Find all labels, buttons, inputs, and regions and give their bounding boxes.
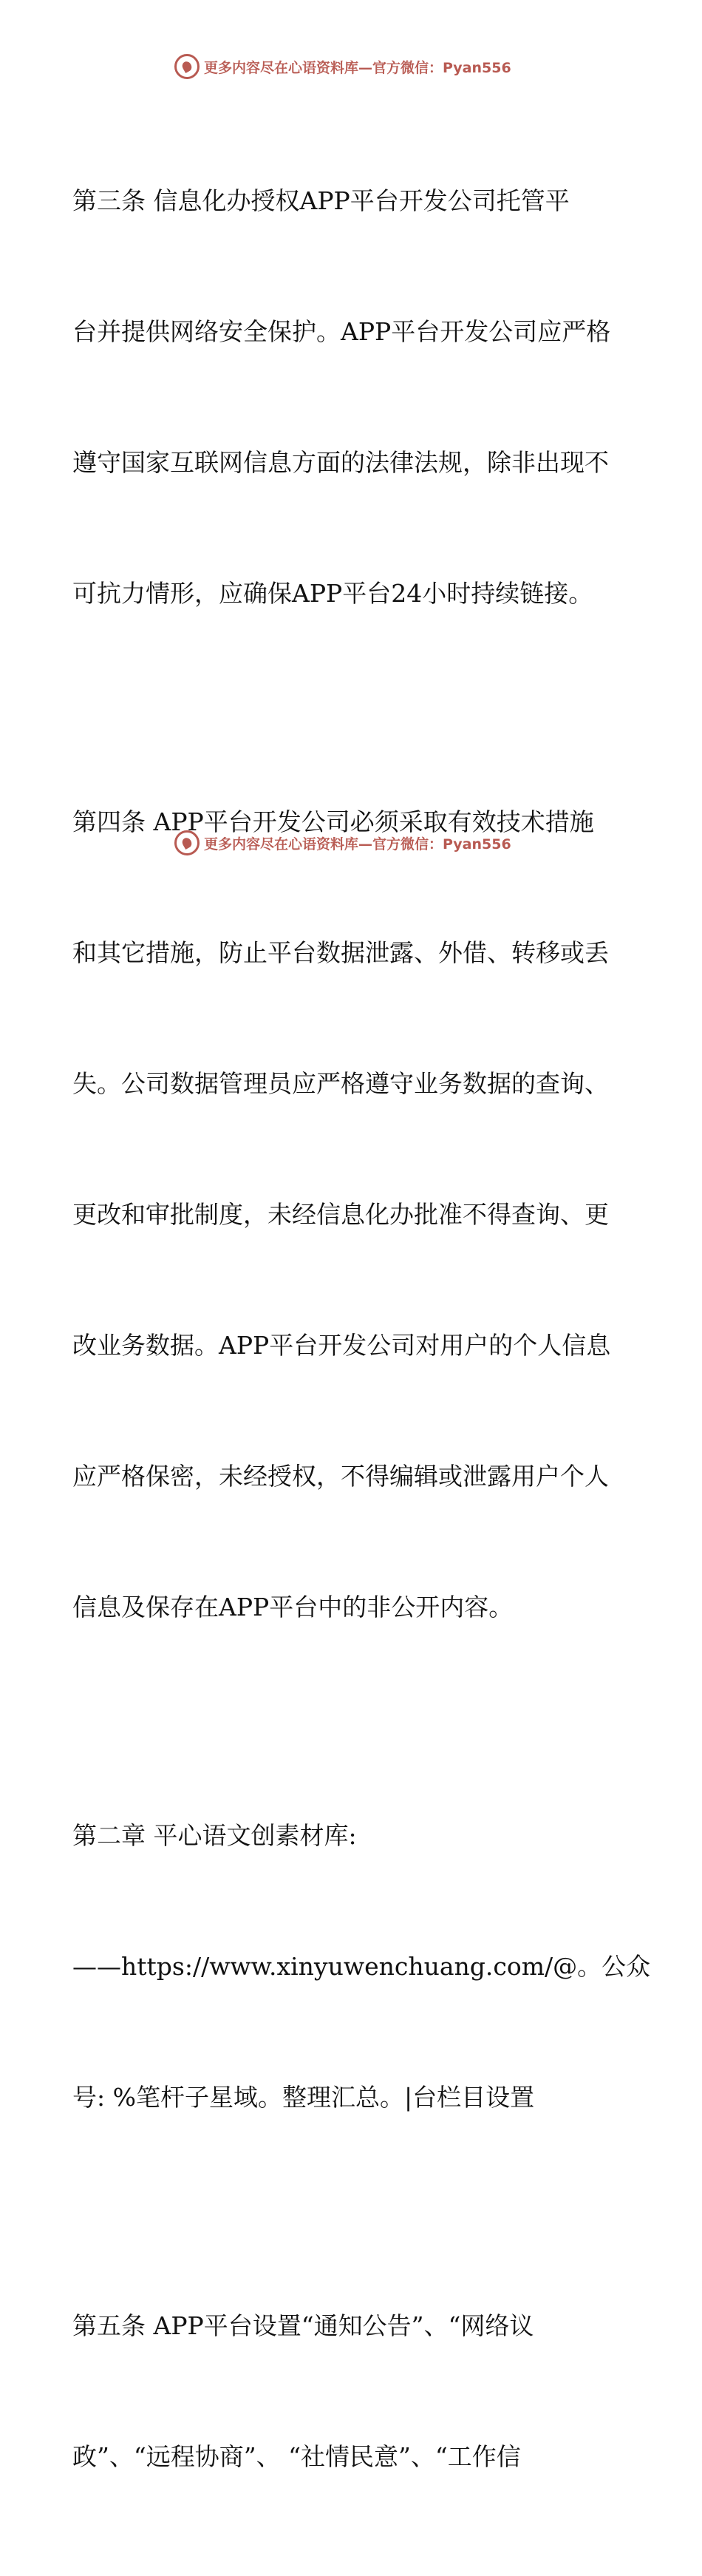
text-line: 第四条 APP平台开发公司必须采取有效技术措施 <box>72 807 594 836</box>
text-line: 第三条 信息化办授权APP平台开发公司托管平 <box>72 186 570 215</box>
text-line: 政”、“远程协商”、 “社情民意”、“工作信 <box>72 2442 521 2471</box>
text-line: 遵守国家互联网信息方面的法律法规，除非出现不 <box>72 448 609 477</box>
document-body <box>72 92 651 2576</box>
article-4-paragraph <box>72 713 634 1716</box>
text-line: 信息及保存在APP平台中的非公开内容。 <box>72 1593 514 1621</box>
text-line: 应严格保密，未经授权，不得编辑或泄露用户个人 <box>72 1462 609 1491</box>
footer-banner <box>174 830 511 856</box>
footer-banner-text: 更多内容尽在心语资料库—官方微信：Pyan556 <box>204 835 511 853</box>
chapter-2-paragraph <box>72 1726 651 2206</box>
text-line: 号: %笔杆子星域。整理汇总。|台栏目设置 <box>72 2083 535 2112</box>
brand-logo-icon <box>174 54 200 79</box>
article-5-paragraph <box>72 2217 634 2566</box>
text-line: 可抗力情形，应确保APP平台24小时持续链接。 <box>72 579 593 608</box>
brand-logo-icon <box>174 830 200 855</box>
header-banner <box>174 53 511 80</box>
text-line: 第五条 APP平台设置“通知公告”、“网络议 <box>72 2311 534 2340</box>
text-line: 台并提供网络安全保护。APP平台开发公司应严格 <box>72 317 611 346</box>
text-line: 和其它措施，防止平台数据泄露、外借、转移或丢 <box>72 938 609 967</box>
text-line: 改业务数据。APP平台开发公司对用户的个人信息 <box>72 1331 611 1360</box>
header-banner-text: 更多内容尽在心语资料库—官方微信：Pyan556 <box>204 59 511 76</box>
text-line: 第二章 平心语文创素材库: <box>72 1821 357 1850</box>
text-line: 失。公司数据管理员应严格遵守业务数据的查询、 <box>72 1069 609 1098</box>
article-3-paragraph <box>72 92 634 702</box>
text-line: 更改和审批制度，未经信息化办批准不得查询、更 <box>72 1200 609 1229</box>
text-line: ——https://www.xinyuwenchuang.com/@。公众 <box>72 1952 651 1981</box>
